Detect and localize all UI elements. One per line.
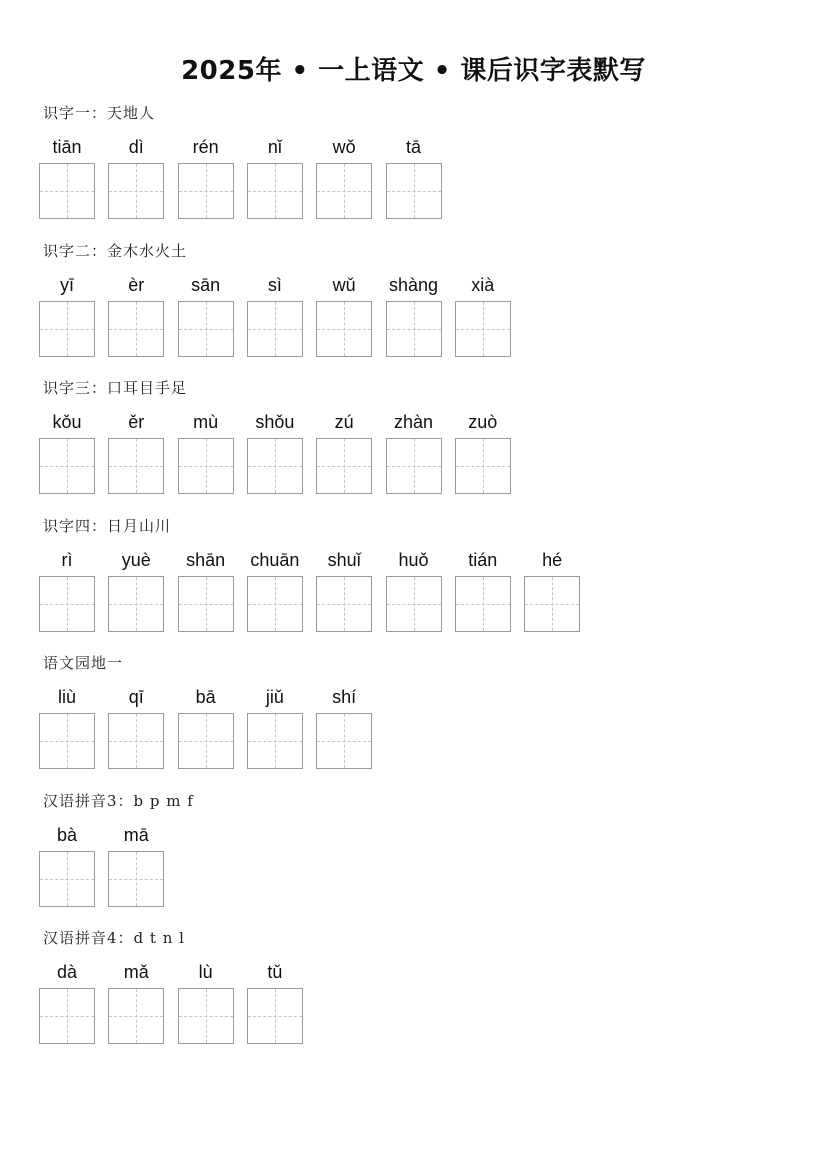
pinyin-label: yī (59, 274, 74, 295)
dictation-section (0, 927, 827, 1064)
tianzige-box[interactable] (39, 851, 95, 907)
tianzige-box[interactable] (247, 438, 303, 494)
pinyin-label: bà (56, 824, 78, 845)
tianzige-box[interactable] (108, 713, 164, 769)
pinyin-label: huǒ (398, 549, 429, 570)
dictation-section (0, 240, 827, 377)
pinyin-label: wǔ (332, 274, 356, 295)
tianzige-box[interactable] (247, 988, 303, 1044)
tianzige-box[interactable] (316, 713, 372, 769)
pinyin-label: dà (56, 962, 78, 982)
pinyin-label: tiān (52, 137, 82, 157)
pinyin-label: jiǔ (265, 687, 284, 707)
pinyin-label: hé (542, 549, 563, 570)
pinyin-label: mǎ (123, 962, 149, 982)
pinyin-label: bā (195, 687, 216, 707)
pinyin-label: sān (191, 274, 221, 295)
tianzige-box[interactable] (316, 576, 372, 632)
tianzige-box[interactable] (39, 163, 95, 219)
tianzige-box[interactable] (247, 576, 303, 632)
tianzige-box[interactable] (178, 988, 234, 1044)
tianzige-box[interactable] (455, 438, 511, 494)
tianzige-box[interactable] (386, 576, 442, 632)
dictation-section (0, 377, 827, 514)
pinyin-label: shān (186, 549, 226, 570)
tianzige-box[interactable] (247, 163, 303, 219)
pinyin-label: liù (57, 687, 76, 707)
section-label: 识字三：口耳目手足 (43, 379, 188, 397)
pinyin-label: zú (334, 412, 354, 432)
tianzige-box[interactable] (455, 576, 511, 632)
pinyin-label: zuò (468, 412, 498, 432)
tianzige-box[interactable] (39, 988, 95, 1044)
section-label: 识字二：金木水火土 (43, 241, 188, 260)
pinyin-label: nǐ (267, 137, 282, 157)
pinyin-label: shuǐ (327, 549, 361, 570)
tianzige-box[interactable] (386, 163, 442, 219)
tianzige-box[interactable] (39, 438, 95, 494)
pinyin-label: tián (468, 549, 498, 570)
tianzige-box[interactable] (316, 301, 372, 357)
tianzige-box[interactable] (108, 576, 164, 632)
tianzige-box[interactable] (386, 301, 442, 357)
dictation-section (0, 102, 827, 239)
dictation-section (0, 652, 827, 789)
pinyin-label: tǔ (267, 962, 283, 982)
tianzige-box[interactable] (108, 851, 164, 907)
pinyin-label: wǒ (332, 137, 356, 157)
tianzige-box[interactable] (178, 713, 234, 769)
pinyin-label: rì (61, 549, 73, 570)
tianzige-box[interactable] (386, 438, 442, 494)
section-label: 汉语拼音3：b p m f (43, 791, 194, 810)
pinyin-label: yuè (121, 549, 151, 570)
pinyin-label: chuān (250, 549, 300, 570)
section-label: 语文园地一 (43, 654, 124, 672)
tianzige-box[interactable] (247, 301, 303, 357)
tianzige-box[interactable] (524, 576, 580, 632)
tianzige-box[interactable] (39, 713, 95, 769)
pinyin-label: dì (128, 137, 144, 157)
pinyin-label: kǒu (52, 412, 82, 432)
dictation-section (0, 515, 827, 652)
pinyin-label: zhàn (393, 412, 434, 432)
section-label: 识字四：日月山川 (43, 516, 172, 535)
pinyin-label: mù (193, 412, 219, 432)
tianzige-box[interactable] (316, 438, 372, 494)
pinyin-label: shí (332, 687, 357, 707)
tianzige-box[interactable] (455, 301, 511, 357)
tianzige-box[interactable] (178, 576, 234, 632)
pinyin-label: ěr (128, 412, 145, 432)
pinyin-label: shǒu (255, 412, 295, 432)
pinyin-label: lù (198, 962, 213, 982)
tianzige-box[interactable] (108, 163, 164, 219)
pinyin-label: qī (128, 687, 144, 707)
pinyin-label: tā (405, 137, 421, 157)
tianzige-box[interactable] (39, 301, 95, 357)
pinyin-label: rén (192, 137, 219, 157)
dictation-section (0, 790, 827, 927)
section-label: 汉语拼音4：d t n l (43, 929, 185, 947)
tianzige-box[interactable] (316, 163, 372, 219)
tianzige-box[interactable] (108, 301, 164, 357)
pinyin-label: mā (123, 824, 149, 845)
tianzige-box[interactable] (39, 576, 95, 632)
tianzige-box[interactable] (178, 163, 234, 219)
page-title: 2025年 • 一上语文 • 课后识字表默写 (181, 56, 646, 86)
pinyin-label: sì (267, 274, 282, 295)
pinyin-label: èr (128, 274, 145, 295)
tianzige-box[interactable] (247, 713, 303, 769)
pinyin-label: xià (471, 274, 495, 295)
section-label: 识字一：天地人 (43, 104, 156, 122)
pinyin-label: shàng (388, 274, 439, 295)
tianzige-box[interactable] (108, 438, 164, 494)
tianzige-box[interactable] (178, 301, 234, 357)
tianzige-box[interactable] (108, 988, 164, 1044)
tianzige-box[interactable] (178, 438, 234, 494)
